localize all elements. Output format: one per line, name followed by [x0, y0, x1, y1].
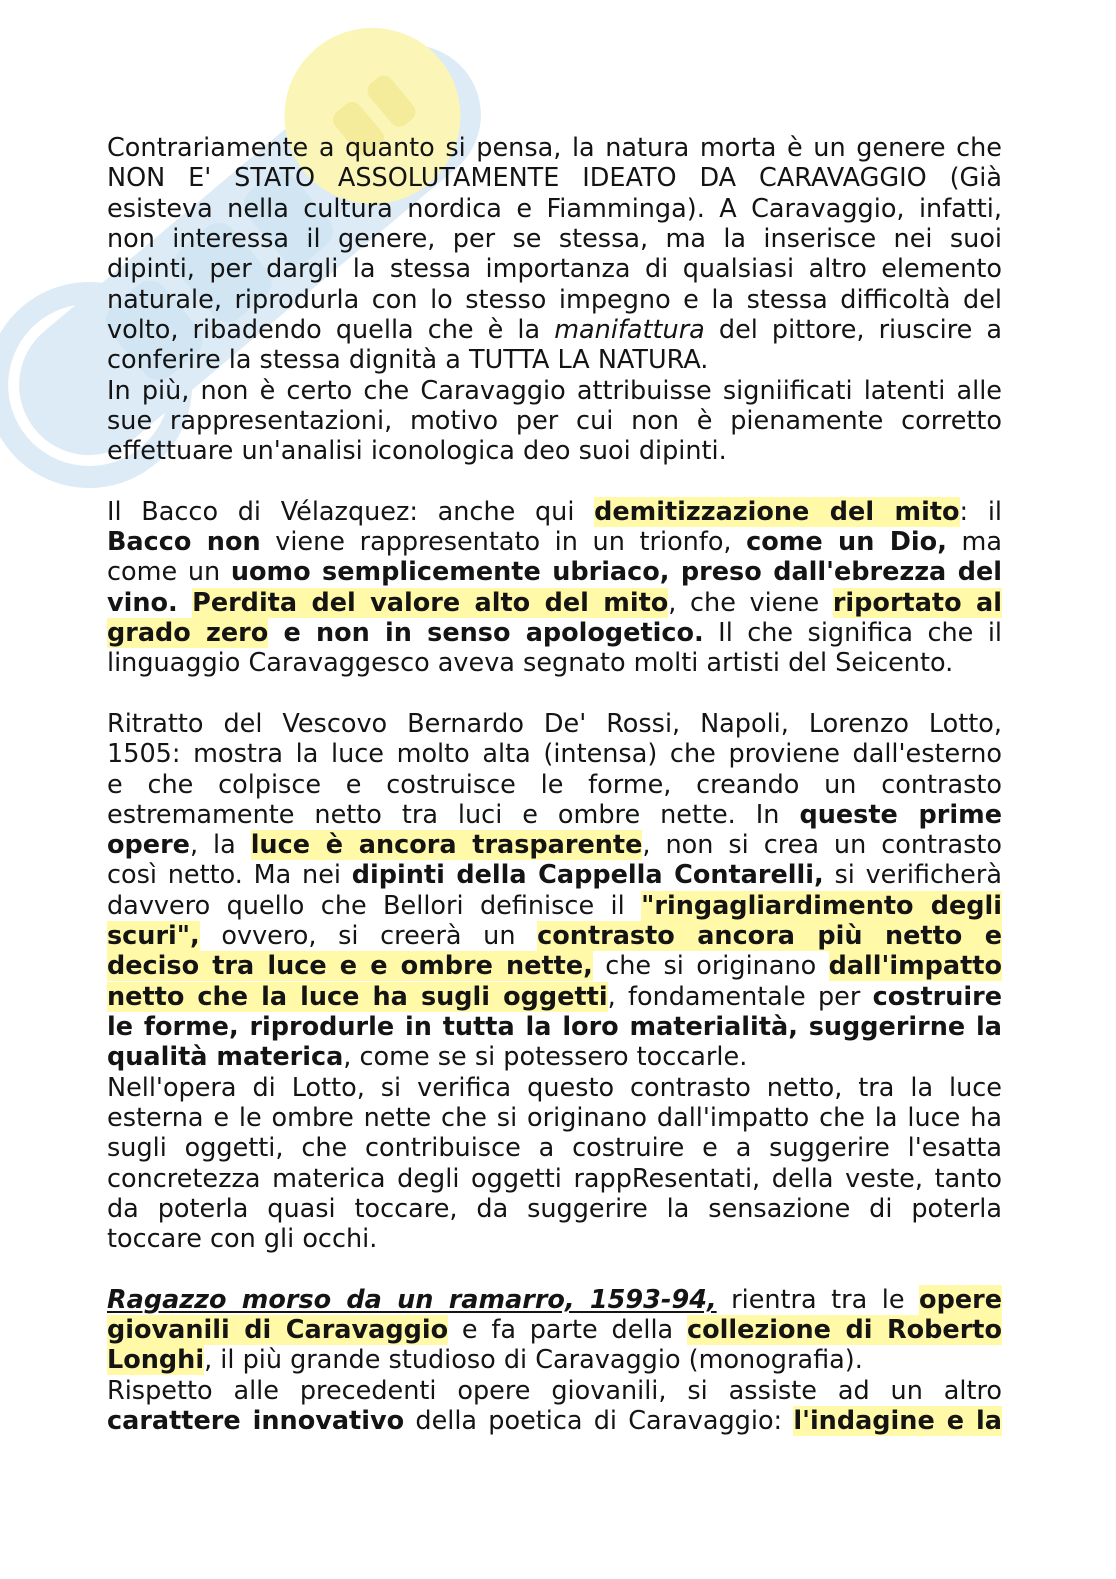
bold-text: vino.: [107, 587, 193, 618]
text-line: [107, 436, 1002, 466]
text-line: [107, 224, 1002, 254]
plain-text: e che colpisce e costruisce le forme, creando un contrasto: [107, 769, 1002, 800]
highlighted-bold-text: demitizzazione del mito: [594, 496, 960, 527]
plain-text: In più, non è certo che Caravaggio attribuisse signiificati latenti alle: [107, 375, 1002, 406]
plain-text: ma: [946, 527, 1002, 558]
text-line: [107, 1376, 1002, 1406]
highlighted-bold-text: scuri",: [107, 921, 200, 952]
italic-text: manifattura: [554, 314, 705, 345]
highlighted-bold-text: netto che la luce ha sugli oggetti: [107, 981, 608, 1012]
paragraph: [107, 709, 1002, 1073]
bold-text: opere: [107, 830, 190, 861]
bold-text: qualità materica: [107, 1042, 344, 1073]
paragraph: [107, 1376, 1002, 1437]
plain-text: Contrariamente a quanto si pensa, la natura morta è un genere che: [107, 133, 1002, 163]
plain-text: 1505: mostra la luce molto alta (intensa) che proviene dall'esterno: [107, 739, 1002, 770]
plain-text: volto, ribadendo quella che è la: [107, 314, 555, 345]
bold-text: e non in senso apologetico.: [268, 617, 704, 648]
text-line: [107, 860, 1002, 890]
plain-text: esisteva nella cultura nordica e Fiamminga). A Caravaggio, infatti,: [107, 193, 1002, 224]
text-line: [107, 618, 1002, 648]
paragraph: [107, 497, 1002, 679]
document-body: [107, 133, 1002, 1436]
plain-text: , il più grande studioso di Caravaggio (monografia).: [204, 1345, 863, 1376]
text-line: [107, 1406, 1002, 1436]
bold-text: queste prime: [799, 799, 1002, 830]
plain-text: viene rappresentato in un trionfo,: [260, 527, 747, 558]
text-line: [107, 891, 1002, 921]
highlighted-bold-text: grado zero: [107, 617, 269, 648]
text-line: [107, 800, 1002, 830]
plain-text: esterna e le ombre nette che si originano dall'impatto che la luce ha: [107, 1102, 1002, 1133]
text-line: [107, 345, 1002, 375]
bold-text: costruire: [872, 981, 1002, 1012]
text-line: [107, 921, 1002, 951]
plain-text: sue rappresentazioni, motivo per cui non è pienamente corretto: [107, 405, 1002, 436]
text-line: [107, 709, 1002, 739]
highlighted-bold-text: opere: [919, 1284, 1002, 1315]
text-line: [107, 648, 1002, 678]
plain-text: naturale, riprodurla con lo stesso impegno e la stessa difficoltà del: [107, 284, 1002, 315]
plain-text: del pittore, riuscire a: [704, 314, 1002, 345]
text-section: [107, 497, 1002, 679]
plain-text: , la: [189, 830, 251, 861]
bold-text: le forme, riprodurle in tutta la loro materialità, suggerirne la: [107, 1012, 1002, 1043]
plain-text: concretezza materica degli oggetti rappResentati, della veste, tanto: [107, 1163, 1002, 1194]
highlighted-bold-text: riportato al: [832, 587, 1002, 618]
text-section: [107, 1285, 1002, 1437]
highlighted-bold-text: collezione di Roberto: [686, 1315, 1002, 1346]
plain-text: : il: [959, 496, 1002, 527]
text-line: [107, 254, 1002, 284]
text-line: [107, 133, 1002, 163]
text-line: [107, 1103, 1002, 1133]
plain-text: Rispetto alle precedenti opere giovanili, si assiste ad un altro: [107, 1375, 1002, 1406]
plain-text: effettuare un'analisi iconologica deo suoi dipinti.: [107, 436, 727, 467]
highlighted-bold-text: contrasto ancora più netto e: [537, 921, 1002, 952]
text-line: [107, 497, 1002, 527]
plain-text: , come se si potessero toccarle.: [343, 1042, 748, 1073]
plain-text: davvero quello che Bellori definisce il: [107, 890, 642, 921]
plain-text: da poterla quasi toccare, da suggerire la sensazione di poterla: [107, 1193, 1002, 1224]
bold-text: come un Dio,: [746, 527, 947, 558]
bold-text: uomo semplicemente ubriaco, preso dall'ebrezza del: [230, 557, 1002, 588]
paragraph: [107, 1073, 1002, 1255]
plain-text: e fa parte della: [448, 1315, 687, 1346]
plain-text: non interessa il genere, per se stessa, ma la inserisce nei suoi: [107, 223, 1002, 254]
text-section: [107, 709, 1002, 1255]
text-line: [107, 1012, 1002, 1042]
highlighted-bold-text: "ringagliardimento degli: [641, 890, 1002, 921]
bold-text: dipinti della Cappella Contarelli,: [351, 860, 824, 891]
highlighted-bold-text: luce è ancora trasparente: [250, 830, 643, 861]
plain-text: , fondamentale per: [607, 981, 873, 1012]
highlighted-bold-text: giovanili di Caravaggio: [107, 1315, 449, 1346]
highlighted-bold-text: Longhi: [107, 1345, 205, 1376]
highlighted-bold-text: dall'impatto: [828, 951, 1002, 982]
plain-text: così netto. Ma nei: [107, 860, 352, 891]
plain-text: toccare con gli occhi.: [107, 1224, 378, 1255]
text-line: [107, 1345, 1002, 1375]
plain-text: Il Bacco di Vélazquez: anche qui: [107, 496, 595, 527]
plain-text: ovvero, si creerà un: [199, 921, 538, 952]
plain-text: estremamente netto tra luci e ombre nette. In: [107, 799, 800, 830]
plain-text: NON E' STATO ASSOLUTAMENTE IDEATO DA CARAVAGGIO (Già: [107, 163, 1002, 194]
text-line: [107, 527, 1002, 557]
text-line: [107, 1073, 1002, 1103]
text-line: [107, 285, 1002, 315]
text-line: [107, 376, 1002, 406]
text-line: [107, 1133, 1002, 1163]
plain-text: , che viene: [668, 587, 833, 618]
text-line: [107, 1224, 1002, 1254]
text-line: [107, 588, 1002, 618]
text-section: [107, 133, 1002, 466]
paragraph: [107, 376, 1002, 467]
bold-text: Bacco non: [107, 527, 261, 558]
plain-text: Ritratto del Vescovo Bernardo De' Rossi, Napoli, Lorenzo Lotto,: [107, 708, 1002, 739]
bold-text: carattere innovativo: [107, 1406, 405, 1437]
text-line: [107, 406, 1002, 436]
plain-text: Il che significa che il: [703, 617, 1002, 648]
text-line: [107, 1164, 1002, 1194]
text-line: [107, 951, 1002, 981]
plain-text: della poetica di Caravaggio:: [404, 1406, 794, 1437]
text-line: [107, 1315, 1002, 1345]
text-line: [107, 830, 1002, 860]
highlighted-bold-text: l'indagine e la: [793, 1406, 1002, 1437]
underlined-title: Ragazzo morso da un ramarro, 1593-94,: [107, 1284, 717, 1315]
text-line: [107, 163, 1002, 193]
plain-text: si verificherà: [823, 860, 1002, 891]
plain-text: come un: [107, 557, 231, 588]
highlighted-bold-text: Perdita del valore alto del mito: [192, 587, 669, 618]
plain-text: linguaggio Caravaggesco aveva segnato molti artisti del Seicento.: [107, 648, 954, 679]
plain-text: dipinti, per dargli la stessa importanza di qualsiasi altro elemento: [107, 254, 1002, 285]
text-line: [107, 1285, 1002, 1315]
text-line: [107, 1042, 1002, 1072]
highlighted-bold-text: deciso tra luce e e ombre nette,: [107, 951, 593, 982]
text-line: [107, 1194, 1002, 1224]
plain-text: sugli oggetti, che contribuisce a costruire e a suggerire l'esatta: [107, 1133, 1002, 1164]
text-line: [107, 194, 1002, 224]
paragraph: [107, 1285, 1002, 1376]
paragraph: [107, 133, 1002, 376]
text-line: [107, 739, 1002, 769]
plain-text: , non si crea un contrasto: [642, 830, 1002, 861]
text-line: [107, 982, 1002, 1012]
plain-text: che si originano: [592, 951, 829, 982]
plain-text: conferire la stessa dignità a TUTTA LA NATURA.: [107, 345, 709, 376]
plain-text: rientra tra le: [716, 1284, 920, 1315]
text-line: [107, 315, 1002, 345]
text-line: [107, 770, 1002, 800]
plain-text: Nell'opera di Lotto, si verifica questo contrasto netto, tra la luce: [107, 1072, 1002, 1103]
text-line: [107, 557, 1002, 587]
